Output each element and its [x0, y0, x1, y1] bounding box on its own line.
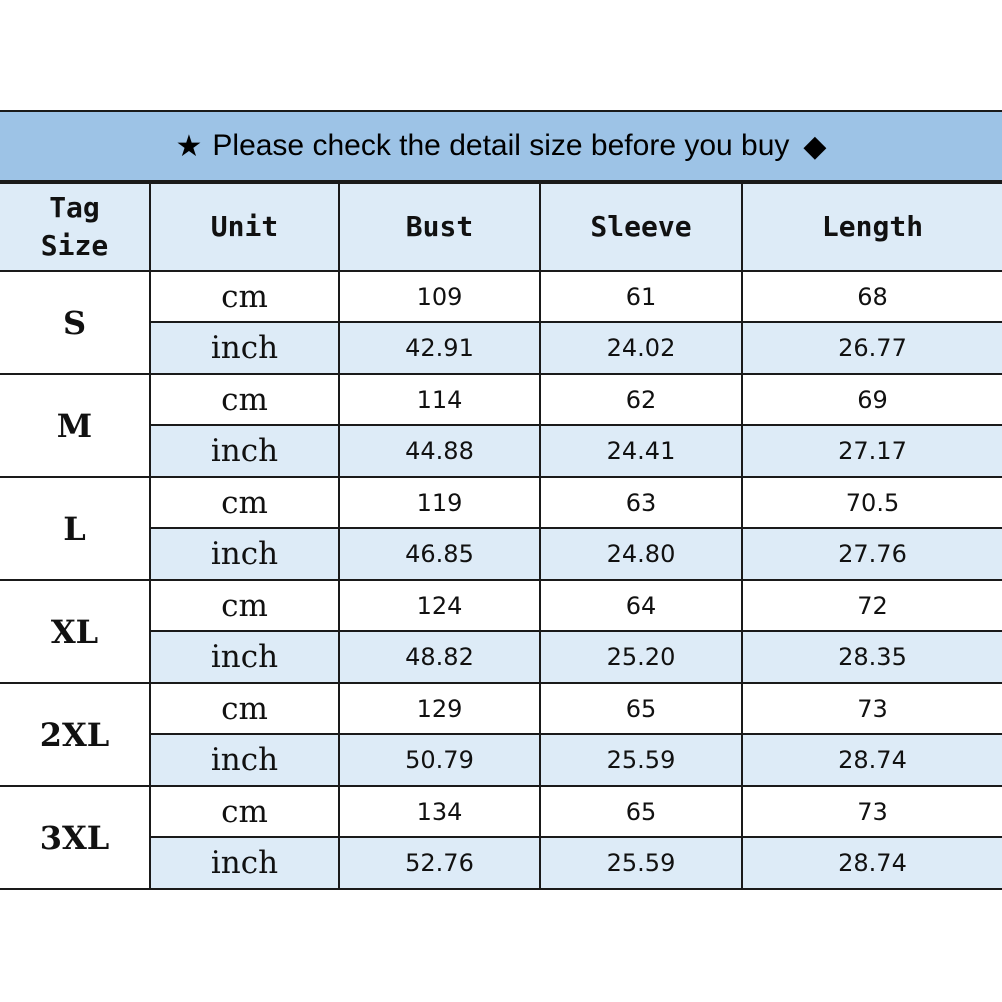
- bust-cell: 50.79: [339, 734, 540, 786]
- length-cell: 68: [742, 271, 1002, 322]
- sleeve-cell: 64: [540, 580, 742, 631]
- table-row: [0, 837, 1002, 889]
- table-row: [0, 786, 1002, 837]
- header-length: Length: [742, 183, 1002, 271]
- table-row: [0, 322, 1002, 374]
- table-row: [0, 734, 1002, 786]
- unit-cell: cm: [150, 683, 339, 734]
- table-row: [0, 425, 1002, 477]
- bust-cell: 114: [339, 374, 540, 425]
- bust-cell: 124: [339, 580, 540, 631]
- diamond-icon: ◆: [803, 129, 827, 163]
- star-icon: ★: [175, 129, 203, 163]
- unit-cell: inch: [150, 837, 339, 889]
- length-cell: 73: [742, 683, 1002, 734]
- length-cell: 69: [742, 374, 1002, 425]
- tag-size-cell: XL: [0, 580, 150, 683]
- size-chart: [0, 110, 1002, 890]
- sleeve-cell: 25.20: [540, 631, 742, 683]
- bust-cell: 46.85: [339, 528, 540, 580]
- sleeve-cell: 24.41: [540, 425, 742, 477]
- unit-cell: inch: [150, 425, 339, 477]
- table-row: [0, 580, 1002, 631]
- unit-cell: cm: [150, 786, 339, 837]
- header-tag-size: [0, 183, 150, 271]
- length-cell: 26.77: [742, 322, 1002, 374]
- header-bust: Bust: [339, 183, 540, 271]
- length-cell: 28.74: [742, 837, 1002, 889]
- table-row: [0, 631, 1002, 683]
- bust-cell: 42.91: [339, 322, 540, 374]
- tag-size-cell: 2XL: [0, 683, 150, 786]
- bust-cell: 52.76: [339, 837, 540, 889]
- bust-cell: 119: [339, 477, 540, 528]
- table-row: [0, 374, 1002, 425]
- sleeve-cell: 25.59: [540, 734, 742, 786]
- tag-size-cell: M: [0, 374, 150, 477]
- bust-cell: 129: [339, 683, 540, 734]
- length-cell: 70.5: [742, 477, 1002, 528]
- size-table: [0, 182, 1002, 890]
- unit-cell: inch: [150, 528, 339, 580]
- sleeve-cell: 25.59: [540, 837, 742, 889]
- header-sleeve: Sleeve: [540, 183, 742, 271]
- length-cell: 28.74: [742, 734, 1002, 786]
- bust-cell: 44.88: [339, 425, 540, 477]
- sleeve-cell: 24.80: [540, 528, 742, 580]
- unit-cell: cm: [150, 477, 339, 528]
- bust-cell: 109: [339, 271, 540, 322]
- header-tag-size-line2: Size: [40, 229, 109, 262]
- sleeve-cell: 61: [540, 271, 742, 322]
- table-row: [0, 683, 1002, 734]
- sleeve-cell: 65: [540, 683, 742, 734]
- length-cell: 27.17: [742, 425, 1002, 477]
- tag-size-cell: 3XL: [0, 786, 150, 889]
- length-cell: 27.76: [742, 528, 1002, 580]
- sleeve-cell: 63: [540, 477, 742, 528]
- banner-text: Please check the detail size before you buy: [212, 129, 790, 162]
- tag-size-cell: S: [0, 271, 150, 374]
- tag-size-cell: L: [0, 477, 150, 580]
- sleeve-cell: 24.02: [540, 322, 742, 374]
- table-row: [0, 477, 1002, 528]
- sleeve-cell: 65: [540, 786, 742, 837]
- length-cell: 72: [742, 580, 1002, 631]
- bust-cell: 48.82: [339, 631, 540, 683]
- unit-cell: inch: [150, 734, 339, 786]
- unit-cell: inch: [150, 631, 339, 683]
- table-row: [0, 271, 1002, 322]
- sleeve-cell: 62: [540, 374, 742, 425]
- unit-cell: inch: [150, 322, 339, 374]
- unit-cell: cm: [150, 580, 339, 631]
- unit-cell: cm: [150, 271, 339, 322]
- bust-cell: 134: [339, 786, 540, 837]
- unit-cell: cm: [150, 374, 339, 425]
- length-cell: 73: [742, 786, 1002, 837]
- header-row: [0, 183, 1002, 271]
- header-tag-size-line1: Tag: [49, 191, 100, 225]
- size-chart-banner: [0, 110, 1002, 182]
- table-row: [0, 528, 1002, 580]
- length-cell: 28.35: [742, 631, 1002, 683]
- header-unit: Unit: [150, 183, 339, 271]
